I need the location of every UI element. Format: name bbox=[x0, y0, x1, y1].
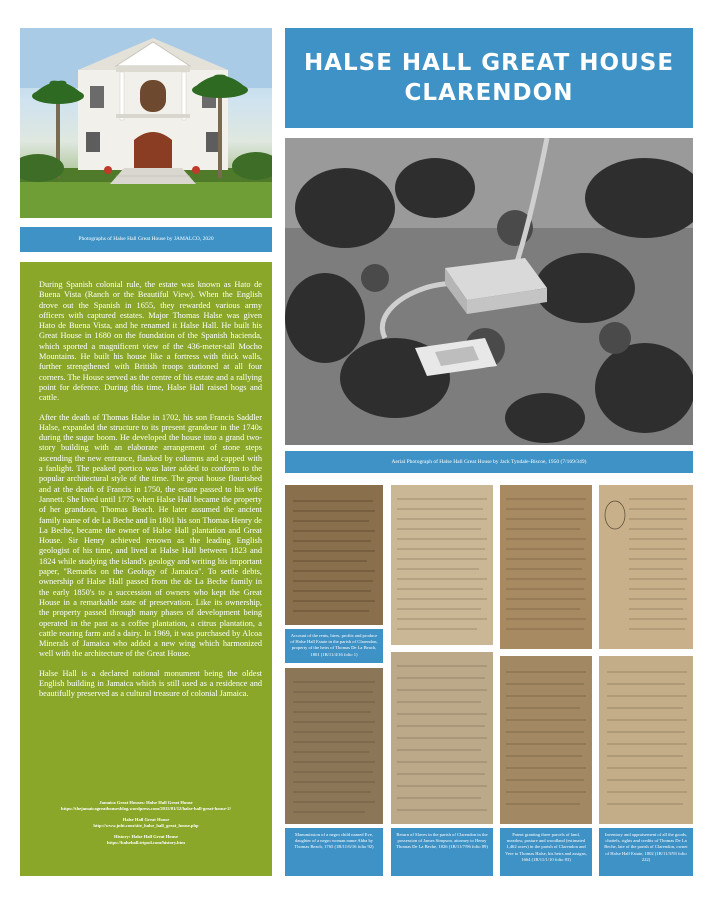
history-paragraph-2: After the death of Thomas Halse in 1702, his son Francis Saddler Halse, expanded the structure to its present grandeur in the 1740s during the sugar boom. He developed the house into a grand two-story building with an elaborate arrangement of stone steps ascending the new entrance, flanked by columns and capped with a fanlight. The peaked portico was later added to conform to the popular architectural style of the time. The great house flourished and at the death of Francis in 1750, the estate passed to his wife Jannett. She lived until 1775 when Halse Hall became the property of her grandson, Thomas Beach. He later assumed the ancient family name of de La Beche and in 1801 his son Thomas Henry de La Beche, became the owner of Halse Hall plantation and Great House. Sir Henry achieved renown as the leading English geologist of his time, and lived at Halse Hall between 1823 and 1824 while studying the island's geology and writing his important paper, "Remarks on the Geology of Jamaica". To settle debts, ownership of Halse Hall passed from the de La Beche family in the early 1850's to a succession of owners who kept the Great House in a remarkable state of preservation. Like its ownership, the property passed through many phases of development being operated in the past as a coffee plantation, a citrus plantation, a cattle rearing farm and a dairy. In 1969, it was purchased by Alcoa Minerals of Jamaica who added a new wing which harmonized well with the architecture of the Great House. bbox=[39, 412, 262, 659]
manuscript-page-image bbox=[285, 485, 383, 625]
archival-document-image bbox=[599, 485, 693, 649]
manuscript-page-image bbox=[500, 485, 592, 649]
document-caption: Manumission of a negro child named Eve, daughter of a negro woman name Abba by Thomas Beach, 1765 (1B/11/6/16 folio 92) bbox=[285, 828, 383, 876]
document-caption: Return of Slaves in the parish of Clarendon in the possession of James Simpson, attorney to Henry Thomas De La Beche, 1826 (1B/11/7/96 folio 89) bbox=[391, 828, 493, 876]
great-house-photo bbox=[20, 28, 272, 218]
source-item bbox=[20, 834, 272, 847]
manuscript-page-image bbox=[599, 485, 693, 649]
aerial-photo bbox=[285, 138, 693, 445]
archival-document-image bbox=[500, 656, 592, 824]
source-name: Jamaica Great Houses: Halse Hall Great House bbox=[99, 800, 193, 805]
history-paragraph-1: During Spanish colonial rule, the estate was known as Hato de Buena Vista (Ranch or the Beautiful View). When the English drove out the Spanish in 1655, they rewarded various army officers with captured estates. Major Thomas Halse was given Hato de Buena Vista, and he renamed it Halse Hall. He built his Great House in 1680 on the foundation of the Spanish hacienda, which sported a magnificent view of the 436-meter-tall Mocho Mountains. He built his house like a fortress with thick walls, further strengthened with British troops stationed at all four corners. The House served as the centre of his estate and a rallying point for defence. During this time, Halse Hall raised hogs and cattle. bbox=[39, 280, 262, 403]
manuscript-page-image bbox=[500, 656, 592, 824]
document-caption: Patent granting three parcels of land, meadow, pasture and woodland (estimated 1,462 acres) in the parish of Clarendon and Vere to Thomas Halse, his heirs and assigns, 1664 (1B/11/1/10 folio 83) bbox=[500, 828, 592, 876]
source-name: Halse Hall Great House bbox=[122, 816, 170, 822]
page-title bbox=[285, 28, 693, 128]
house-photo-caption: Photographs of Halse Hall Great House by JAMALCO, 2020 bbox=[20, 227, 272, 252]
source-item bbox=[20, 817, 272, 830]
manuscript-page-image bbox=[391, 485, 493, 645]
source-name: History: Halse Hall Great House bbox=[114, 833, 178, 839]
archival-document-image bbox=[391, 485, 493, 645]
source-item bbox=[20, 800, 272, 813]
source-link[interactable]: http://www.jnht.com/site_halse_hall_great_house.php bbox=[93, 823, 199, 829]
source-link[interactable]: https://halsehall.tripod.com/history.htm bbox=[107, 840, 185, 846]
archival-document-image bbox=[500, 485, 592, 649]
history-paragraph-3: Halse Hall is a declared national monument being the oldest English building in Jamaica which is still used as a residence and beautifully preserved as a cultural treasure of colonial Jamaica. bbox=[39, 668, 262, 699]
document-caption: Account of the rents, hires, profits and produce of Halse Hall Estate in the parish of Clarendon, property of the heirs of Thomas De La Beach, 1801 (1B/11/4/16 folio 1) bbox=[285, 629, 383, 663]
aerial-illustration bbox=[285, 138, 693, 445]
aerial-photo-caption: Aerial Photograph of Halse Hall Great House by Jack Tyndale-Biscoe, 1950 (7/169/349) bbox=[285, 451, 693, 473]
manuscript-page-image bbox=[391, 652, 493, 824]
manuscript-page-image bbox=[599, 656, 693, 824]
archival-document-image bbox=[391, 652, 493, 824]
sources-list bbox=[20, 800, 272, 850]
title-line-1: HALSE HALL GREAT HOUSE bbox=[303, 50, 675, 76]
document-caption: Inventory and appraisement of all the goods, chattels, rights and credits of Thomas De La Beche, late of the parish of Clarendon, owner of Halse Hall Estate, 1802 (1B/11/3/93 folio 222) bbox=[599, 828, 693, 876]
archival-document-image bbox=[285, 485, 383, 625]
manuscript-page-image bbox=[285, 668, 383, 824]
archival-document-image bbox=[285, 668, 383, 824]
archival-document-image bbox=[599, 656, 693, 824]
history-text-box bbox=[20, 262, 272, 876]
source-link[interactable]: https://thejamaicagreathousesblog.wordpress.com/2015/01/12/halse-hall-great-house-2/ bbox=[61, 806, 231, 812]
great-house-illustration bbox=[20, 28, 272, 218]
title-line-2: CLARENDON bbox=[404, 80, 574, 106]
